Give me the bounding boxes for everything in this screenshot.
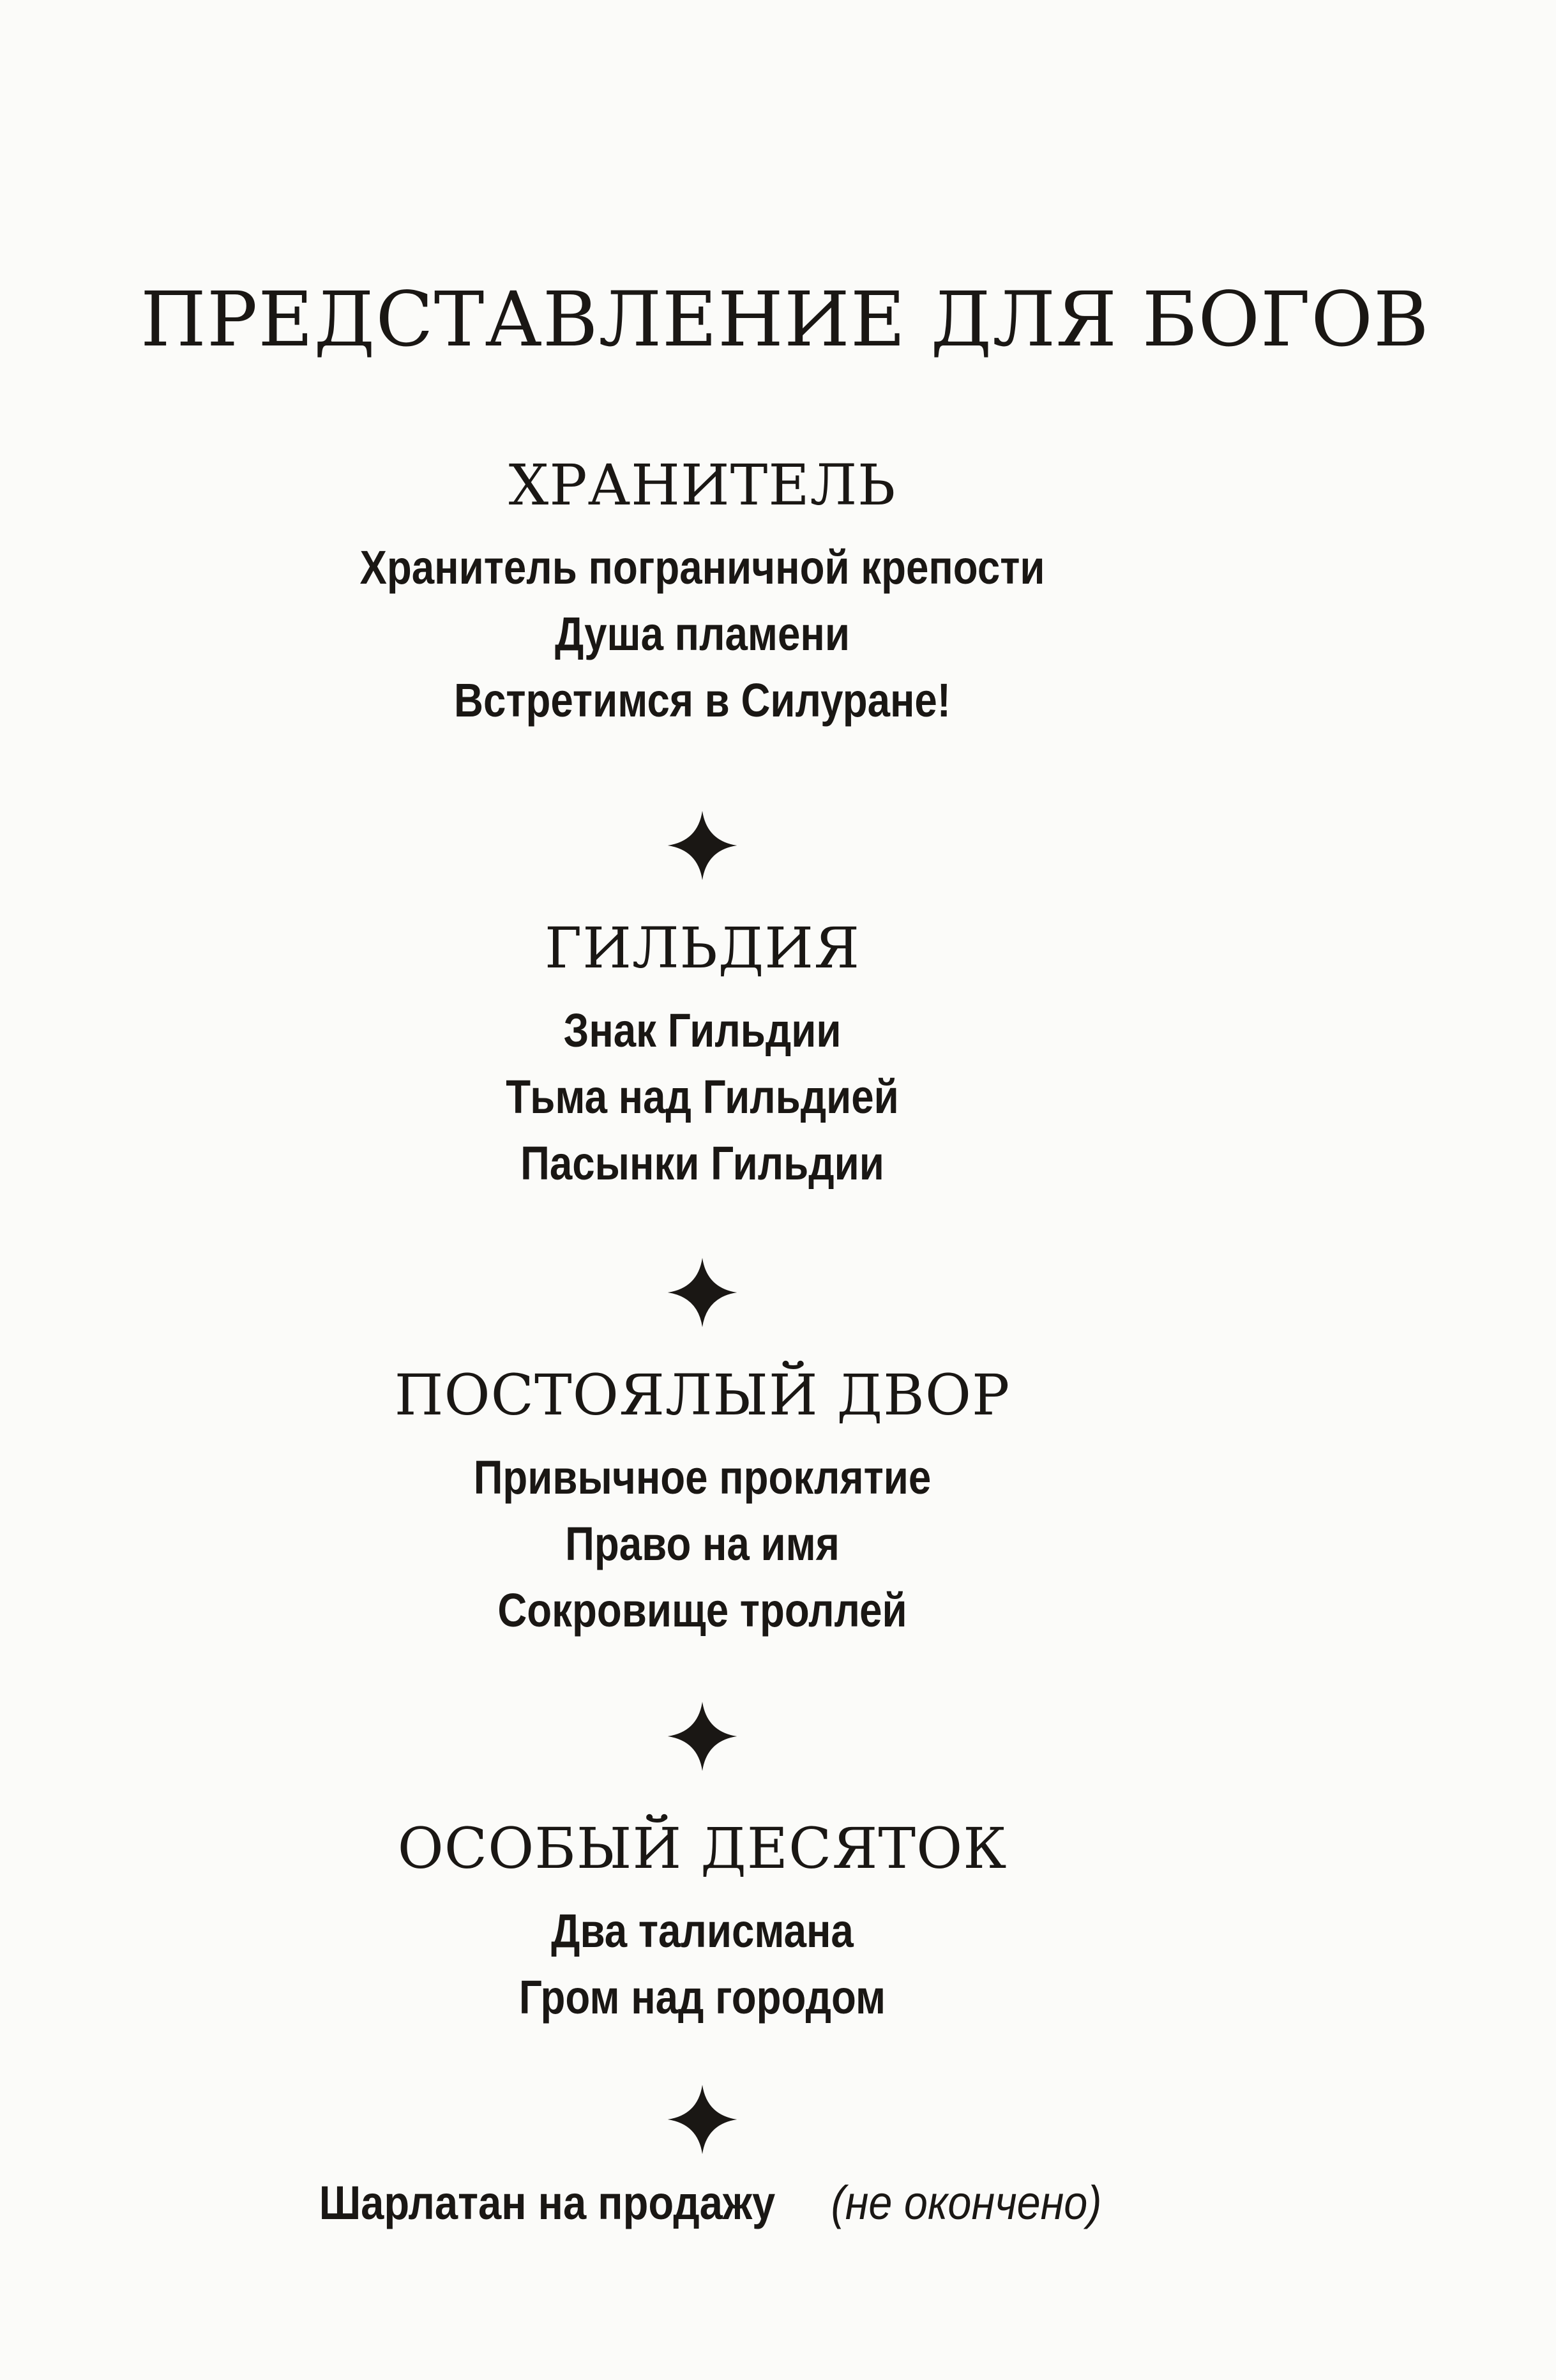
section-khranitel — [0, 450, 1405, 734]
list-item: Сокровище троллей — [497, 1584, 907, 1637]
section-heading: ХРАНИТЕЛЬ — [508, 452, 896, 518]
list-item: Гром над городом — [518, 1971, 886, 2024]
section-heading: ОСОБЫЙ ДЕСЯТОК — [397, 1815, 1008, 1881]
four-point-star-icon — [665, 1255, 740, 1330]
four-point-star-icon — [665, 808, 740, 883]
list-item: Хранитель пограничной крепости — [359, 541, 1045, 594]
book-list — [0, 1444, 1405, 1644]
book-list — [0, 997, 1405, 1197]
book-list — [0, 1898, 1405, 2031]
list-item: Привычное проклятие — [473, 1451, 932, 1504]
section-osoby-desyatok — [0, 1814, 1405, 2031]
list-item: Право на имя — [565, 1517, 840, 1570]
unfinished-note: (не окончено) — [831, 2176, 1102, 2229]
list-item: Встретимся в Силуране! — [453, 674, 951, 727]
book-list — [0, 534, 1405, 734]
list-item: Знак Гильдии — [563, 1004, 842, 1057]
four-point-star-icon — [665, 2082, 740, 2157]
list-item: Пасынки Гильдии — [520, 1137, 884, 1190]
unfinished-book-title: Шарлатан на продажу — [319, 2176, 776, 2229]
section-postoyaly-dvor — [0, 1360, 1405, 1644]
section-heading: ГИЛЬДИЯ — [544, 915, 861, 981]
list-item: Душа пламени — [555, 607, 850, 660]
section-heading: ПОСТОЯЛЫЙ ДВОР — [394, 1362, 1011, 1428]
section-gildiya — [0, 913, 1405, 1197]
unfinished-entry — [0, 2168, 1405, 2238]
page-title: ПРЕДСТАВЛЕНИЕ ДЛЯ БОГОВ — [140, 275, 1430, 363]
four-point-star-icon — [665, 1699, 740, 1774]
list-item: Тьма над Гильдией — [506, 1070, 899, 1123]
list-item: Два талисмана — [551, 1904, 854, 1957]
